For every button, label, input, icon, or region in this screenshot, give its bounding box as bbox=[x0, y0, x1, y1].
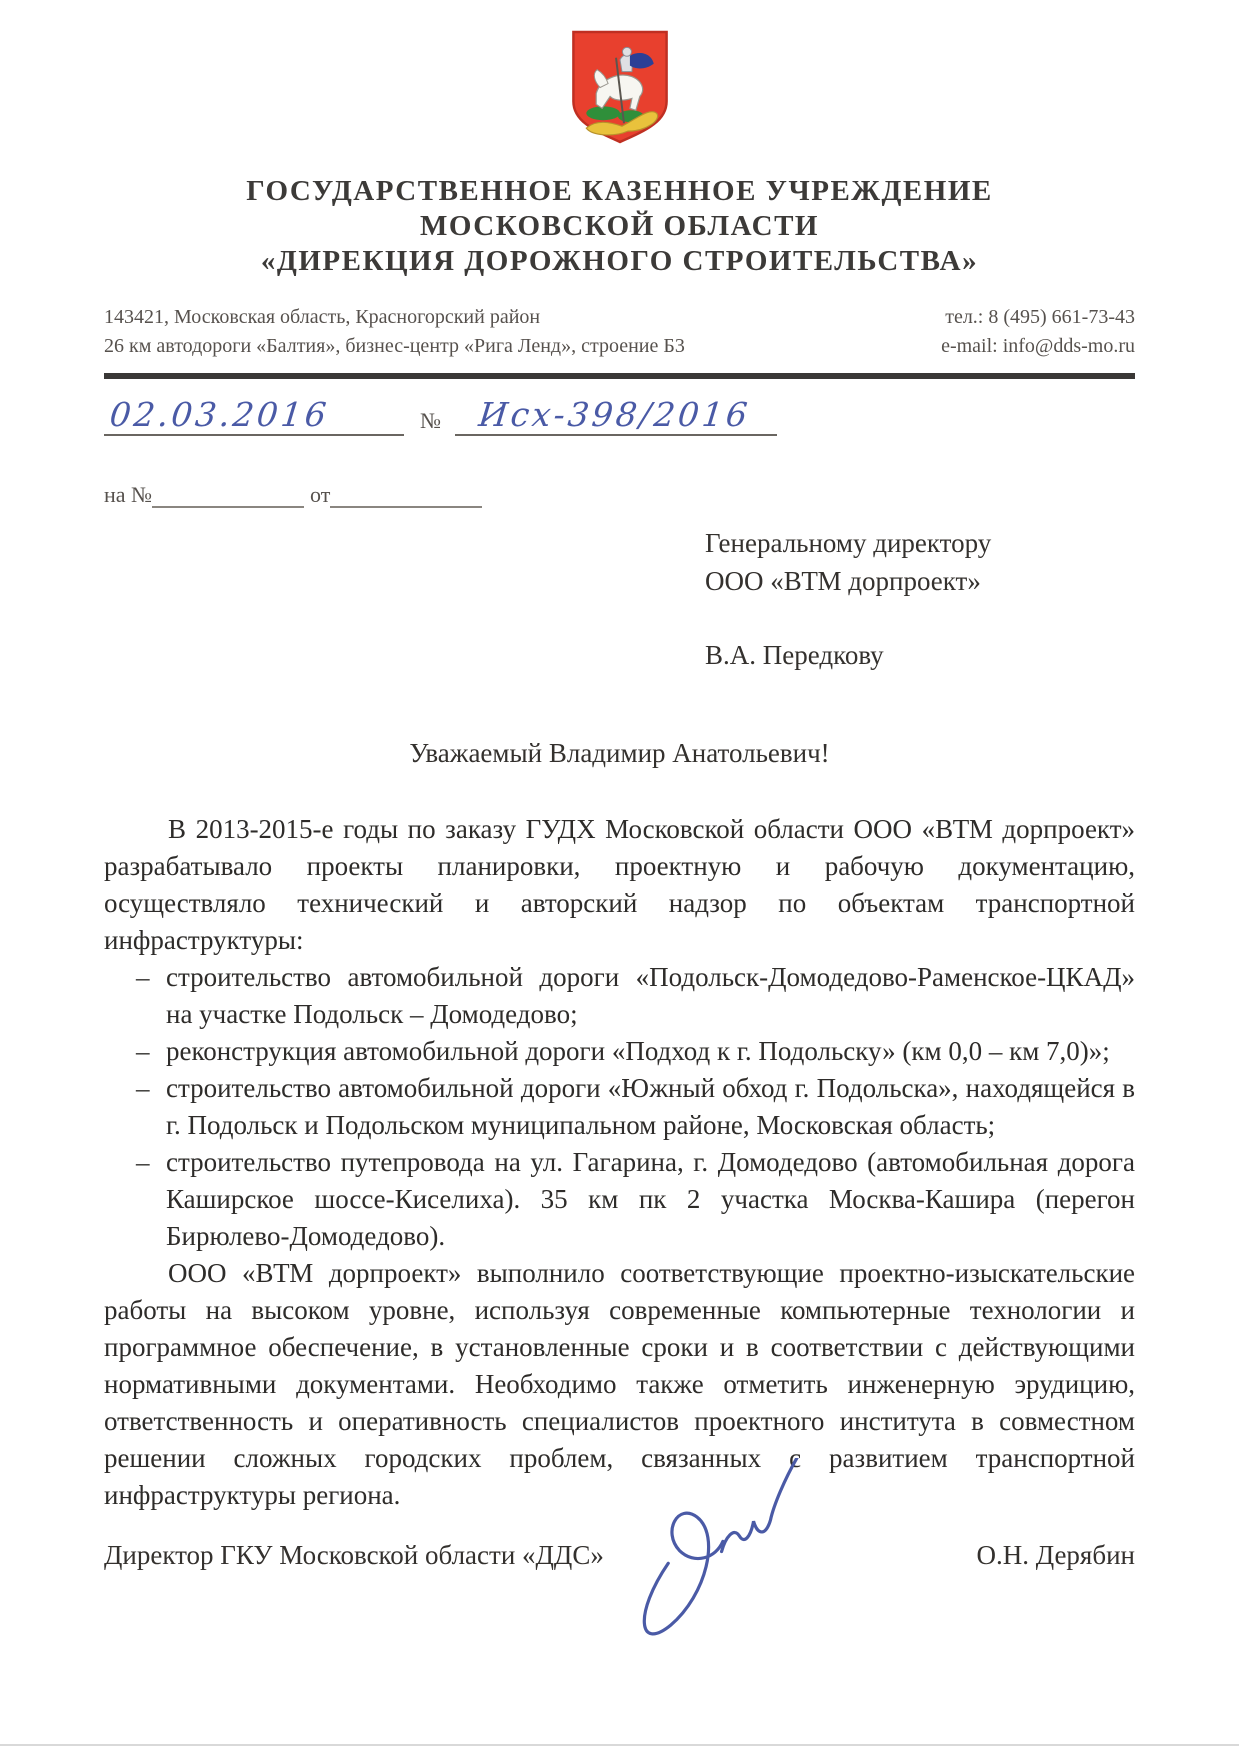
org-name-line1: ГОСУДАРСТВЕННОЕ КАЗЕННОЕ УЧРЕЖДЕНИЕ bbox=[246, 175, 993, 207]
outgoing-date-field bbox=[104, 395, 404, 436]
org-name-block bbox=[104, 174, 1135, 279]
dash-marker: – bbox=[136, 962, 150, 992]
dash-marker: – bbox=[136, 1147, 150, 1177]
list-item-text: реконструкция автомобильной дороги «Подход к г. Подольску» (км 0,0 – км 7,0)»; bbox=[166, 1036, 1110, 1066]
recipient-title: Генеральному директору bbox=[705, 528, 992, 558]
reply-prefix-label: на № bbox=[104, 482, 153, 507]
recipient-company: ООО «ВТМ дорпроект» bbox=[705, 566, 981, 596]
address-line1: 143421, Московская область, Красногорский район bbox=[104, 306, 541, 328]
contacts-block bbox=[104, 303, 1135, 361]
scan-edge-line bbox=[0, 1744, 1239, 1746]
dash-marker: – bbox=[136, 1036, 150, 1066]
list-item-text: строительство путепровода на ул. Гагарина, г. Домодедово (автомобильная дорога Каширское шоссе-Киселиха). 35 км пк 2 участка Москва-Кашира (перегон Бирюлево-Домодедово). bbox=[166, 1147, 1135, 1251]
reply-from-label: от bbox=[310, 482, 331, 507]
recipient-block bbox=[705, 524, 1135, 674]
recipient-person: В.А. Передкову bbox=[705, 640, 884, 670]
org-name-line3: «ДИРЕКЦИЯ ДОРОЖНОГО СТРОИТЕЛЬСТВА» bbox=[260, 245, 979, 277]
email: e-mail: info@dds-mo.ru bbox=[941, 335, 1135, 357]
signer-title: Директор ГКУ Московской области «ДДС» bbox=[104, 1540, 604, 1570]
number-sign: № bbox=[420, 408, 441, 433]
postal-address bbox=[104, 303, 685, 361]
list-item bbox=[104, 959, 1135, 1033]
projects-list bbox=[104, 959, 1135, 1255]
signature-row bbox=[104, 1540, 1135, 1571]
list-item bbox=[104, 1070, 1135, 1144]
outgoing-number-field bbox=[455, 395, 777, 436]
paragraph-2: ООО «ВТМ дорпроект» выполнило соответствующие проектно-изыскательские работы на высоком уровне, используя современные компьютерные технологии и программное обеспечение, в установленные сроки и в соответствии с действующими нормативными документами. Необходимо также отметить инженерную эрудицию, ответственность и оперативность специалистов проектного института в совместном решении сложных городских проблем, связанных с развитием транспортной инфраструктуры региона. bbox=[104, 1258, 1135, 1510]
paragraph-1: В 2013-2015-е годы по заказу ГУДХ Московской области ООО «ВТМ дорпроект» разрабатывало проекты планировки, проектную и рабочую документацию, осуществляло технический и авторский надзор по объектам транспортной инфраструктуры: bbox=[104, 814, 1135, 955]
list-item-text: строительство автомобильной дороги «Подольск-Домодедово-Раменское-ЦКАД» на участке Подольск – Домодедово; bbox=[166, 962, 1135, 1029]
letter-body bbox=[104, 811, 1135, 1514]
salutation: Уважаемый Владимир Анатольевич! bbox=[409, 738, 830, 768]
handwritten-number: Исх-398/2016 bbox=[476, 395, 753, 434]
coat-of-arms bbox=[104, 0, 1135, 144]
list-item bbox=[104, 1033, 1135, 1070]
reply-reference-row bbox=[104, 482, 1135, 508]
phone-email bbox=[941, 303, 1135, 361]
handwritten-date: 02.03.2016 bbox=[107, 395, 332, 434]
reference-row bbox=[104, 395, 1135, 436]
address-line2: 26 км автодороги «Балтия», бизнес-центр «Рига Ленд», строение Б3 bbox=[104, 335, 685, 357]
list-item-text: строительство автомобильной дороги «Южный обход г. Подольска», находящейся в г. Подольск и Подольском муниципальном районе, Московская область; bbox=[166, 1073, 1135, 1140]
moscow-oblast-crest-icon bbox=[570, 30, 670, 144]
reply-number-blank bbox=[152, 482, 304, 508]
reply-date-blank bbox=[330, 482, 482, 508]
phone: тел.: 8 (495) 661-73-43 bbox=[945, 306, 1135, 328]
list-item bbox=[104, 1144, 1135, 1255]
signer-name: О.Н. Дерябин bbox=[976, 1540, 1135, 1570]
org-name-line2: МОСКОВСКОЙ ОБЛАСТИ bbox=[419, 210, 819, 242]
dash-marker: – bbox=[136, 1073, 150, 1103]
letterhead-divider bbox=[104, 373, 1135, 379]
